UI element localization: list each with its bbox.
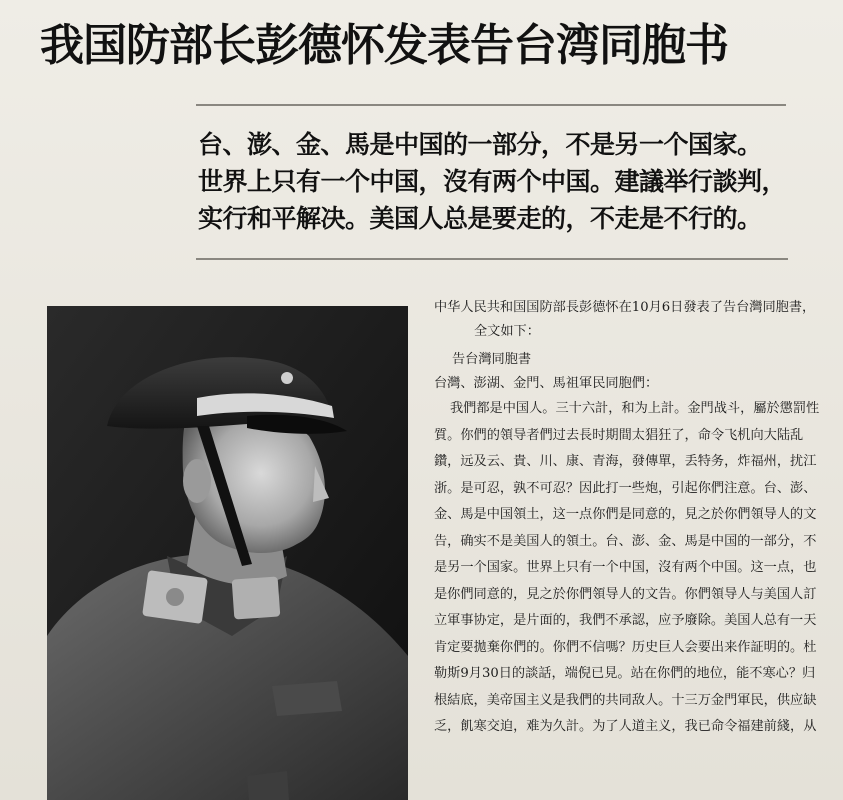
article-line: 肯定要拋棄你們的。你們不信嗎？历史巨人会要出来作証明的。杜: [434, 639, 817, 655]
article-line: 告，确实不是美国人的領土。台、澎、金、馬是中国的一部分，不: [434, 533, 817, 549]
article-line: 金、馬是中国領土，这一点你們是同意的，見之於你們領导人的文: [434, 507, 817, 522]
subhead-line: 世界上只有一个中国，沒有两个中国。建議举行談判，: [198, 167, 787, 196]
article-line: 是你們同意的，見之於你們領导人的文告。你們領导人与美国人訂: [434, 586, 817, 602]
article-salutation: 台灣、澎湖、金門、馬祖軍民同胞們：: [434, 376, 659, 391]
subhead: [198, 126, 798, 237]
article-line: 浙。是可忍，孰不可忍？因此打一些炮，引起你們注意。台、澎、: [434, 480, 817, 496]
article-line: 鑽，远及云、貴、川、康、青海，發傳單，丢特务，炸福州，扰江: [434, 454, 817, 469]
article-line: 立軍事协定，是片面的，我們不承認，应予廢除。美国人总有一天: [434, 613, 817, 628]
headline: 我国防部长彭德怀发表告台湾同胞书: [40, 20, 728, 71]
article-subtitle: 告台灣同胞書: [452, 352, 532, 367]
article-body: [434, 296, 826, 741]
top-rule: [196, 104, 786, 106]
portrait-photo: [47, 306, 408, 800]
article-line: 勒斯9月30日的談話，端倪已見。站在你們的地位，能不寒心？归: [434, 666, 816, 681]
article-line: 根結底，美帝国主义是我們的共同敌人。十三万金門軍民，供应缺: [434, 692, 817, 708]
article-line: 乏，飢寒交迫，难为久計。为了人道主义，我已命令福建前綫，从: [434, 719, 817, 734]
portrait-illustration: [47, 306, 408, 800]
article-line: 質。你們的領导者們过去長时期間太猖狂了，命令飞机向大陆乱: [434, 427, 804, 443]
article-line: 我們都是中国人。三十六計，和为上計。金門战斗，屬於懲罰性: [450, 401, 820, 416]
subhead-line: 实行和平解决。美国人总是要走的，不走是不行的。: [198, 204, 762, 233]
subhead-line: 台、澎、金、馬是中国的一部分，不是另一个国家。: [198, 130, 762, 159]
article-intro-continued: 全文如下：: [474, 324, 540, 339]
bottom-rule: [196, 258, 788, 260]
article-intro: 中华人民共和国国防部長彭德怀在10月6日發表了告台灣同胞書，: [434, 300, 816, 315]
article-line: 是另一个国家。世界上只有一个中国，沒有两个中国。这一点，也: [434, 560, 817, 575]
